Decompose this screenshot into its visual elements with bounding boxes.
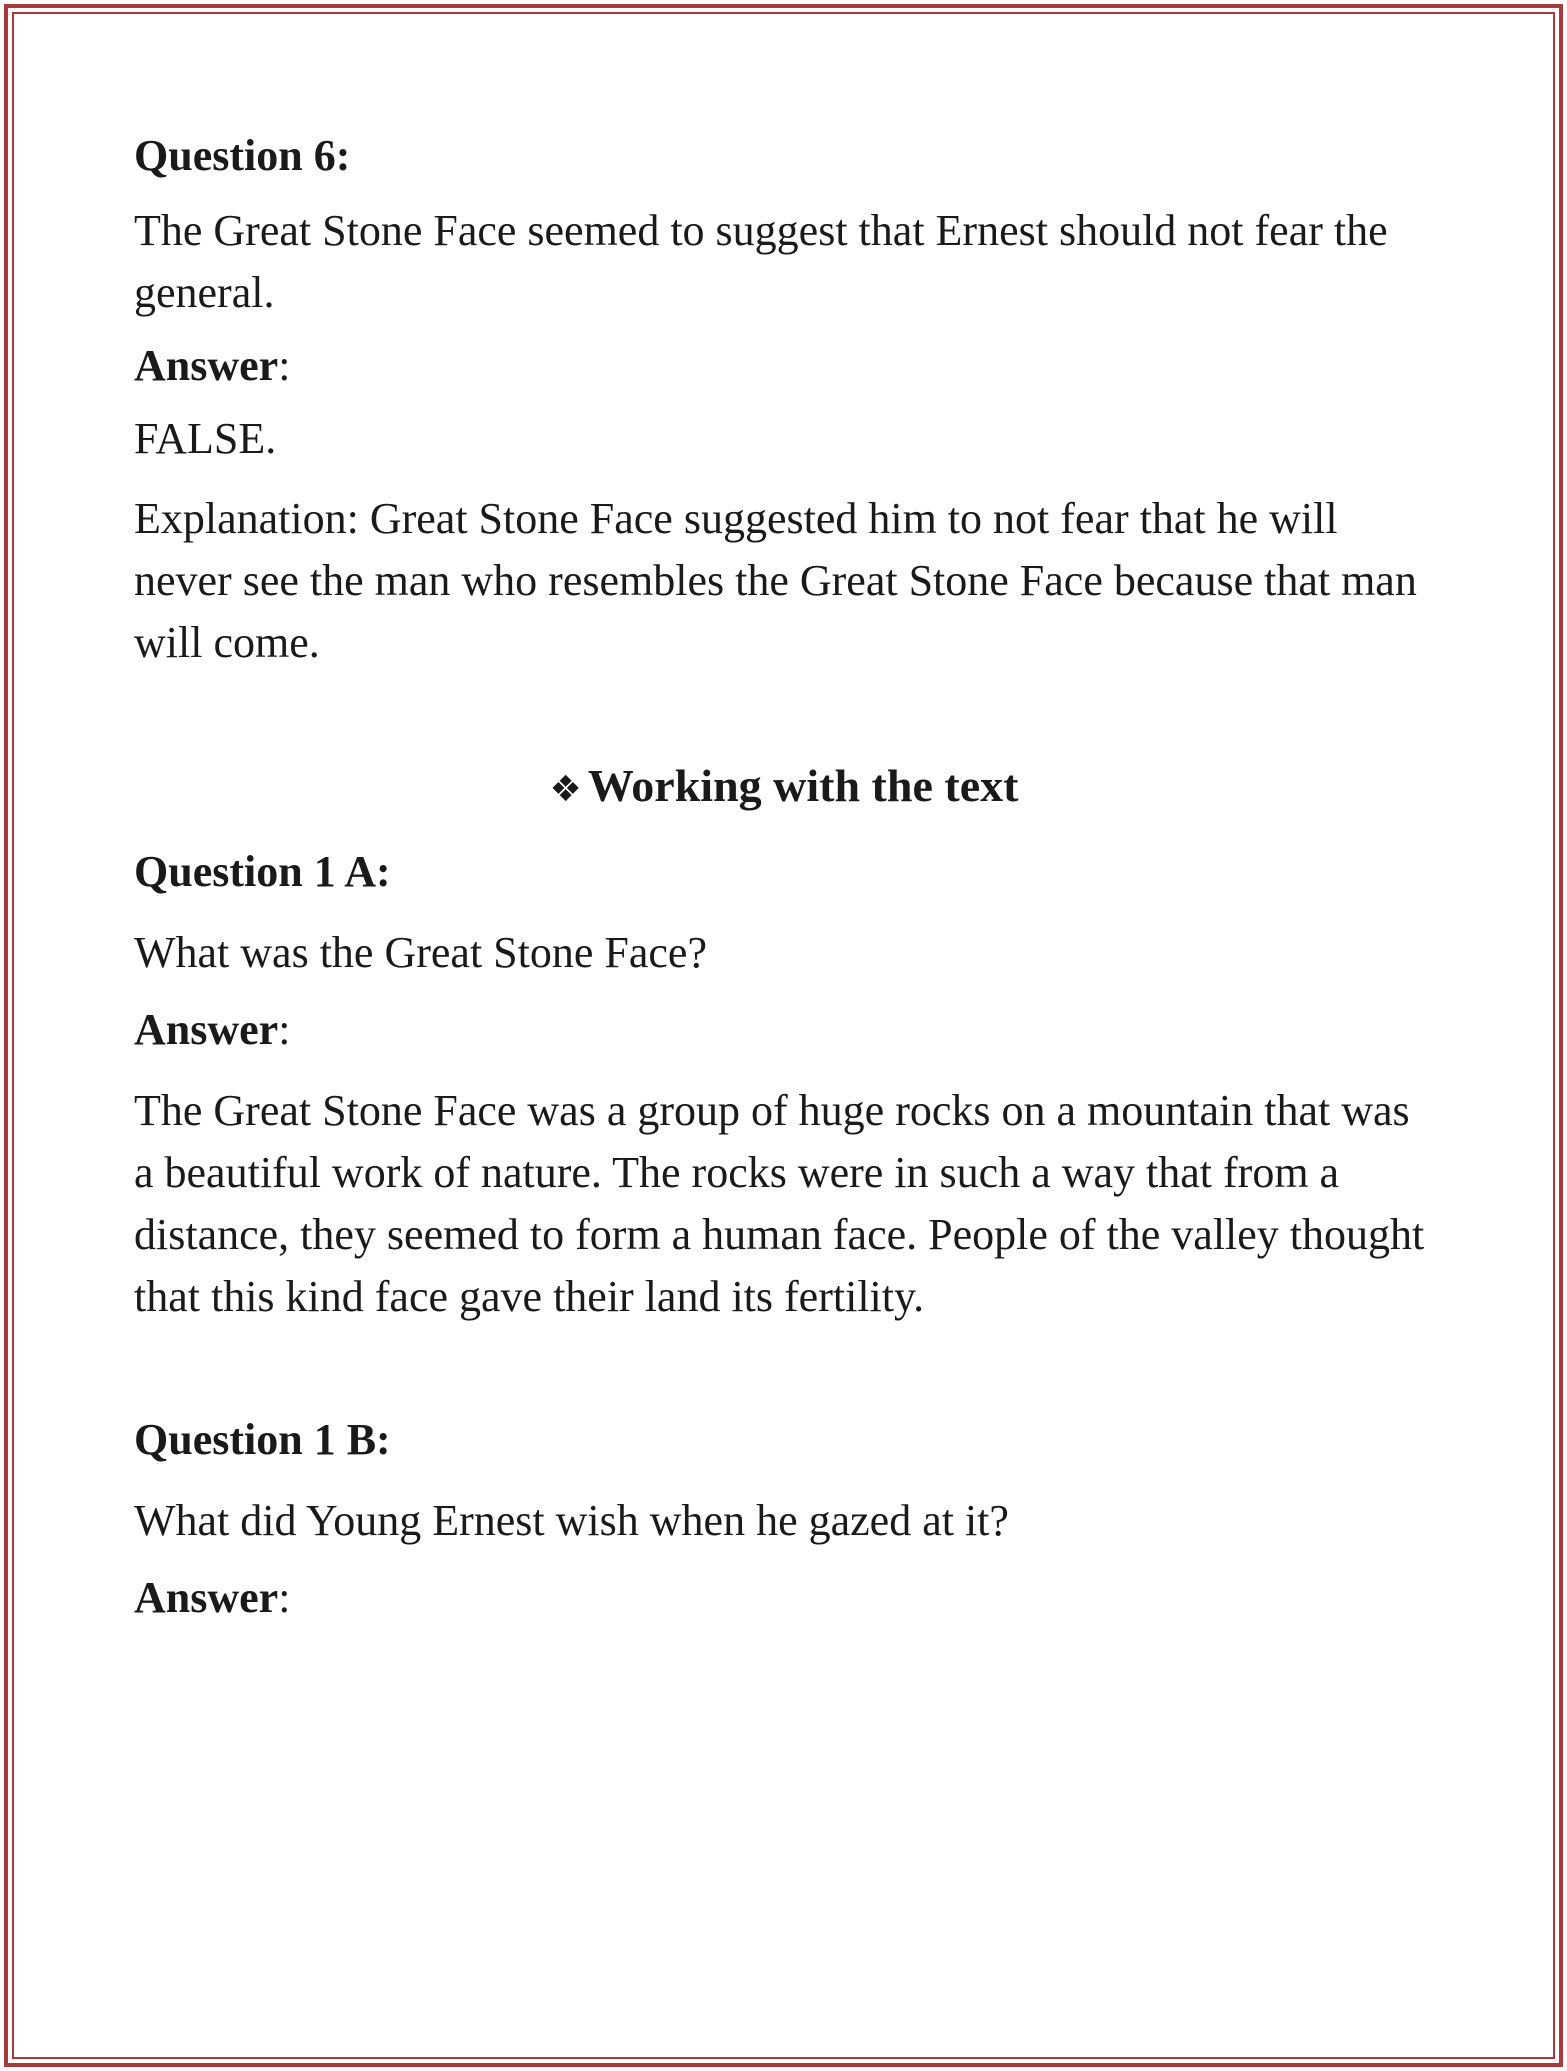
answer-label-bold: Answer — [134, 1005, 279, 1054]
question-6-text: The Great Stone Face seemed to suggest that Ernest should not fear the general. — [134, 206, 1388, 317]
answer-label-bold: Answer — [134, 1573, 279, 1622]
question-1b-answer-label — [134, 1568, 1434, 1628]
answer-label-bold: Answer — [134, 341, 279, 390]
answer-colon: : — [278, 1573, 291, 1622]
answer-colon: : — [278, 1005, 291, 1054]
question-6-answer: FALSE. — [134, 414, 277, 463]
section-title-text: Working with the text — [587, 760, 1019, 811]
question-1a-answer-label — [134, 1000, 1434, 1060]
question-6-explanation: Explanation: Great Stone Face suggested him to not fear that he will never see the man who resembles the Great Stone Face because that man will come. — [134, 494, 1417, 667]
page-content — [134, 126, 1434, 1628]
question-1a-text: What was the Great Stone Face? — [134, 928, 707, 977]
question-1b-heading: Question 1 B: — [134, 1415, 391, 1464]
question-1a-heading: Question 1 A: — [134, 847, 391, 896]
question-1a-answer: The Great Stone Face was a group of huge rocks on a mountain that was a beautiful work of nature. The rocks were in such a way that from a distance, they seemed to form a human face. People of the valley thought that this kind face gave their land its fertility. — [134, 1086, 1425, 1321]
question-1b-text: What did Young Ernest wish when he gazed at it? — [134, 1496, 1009, 1545]
answer-colon: : — [278, 341, 291, 390]
diamond-bullet-icon: ❖ — [549, 769, 582, 810]
section-title — [134, 756, 1434, 820]
question-6-heading: Question 6: — [134, 131, 351, 180]
question-6-answer-label — [134, 336, 1434, 396]
